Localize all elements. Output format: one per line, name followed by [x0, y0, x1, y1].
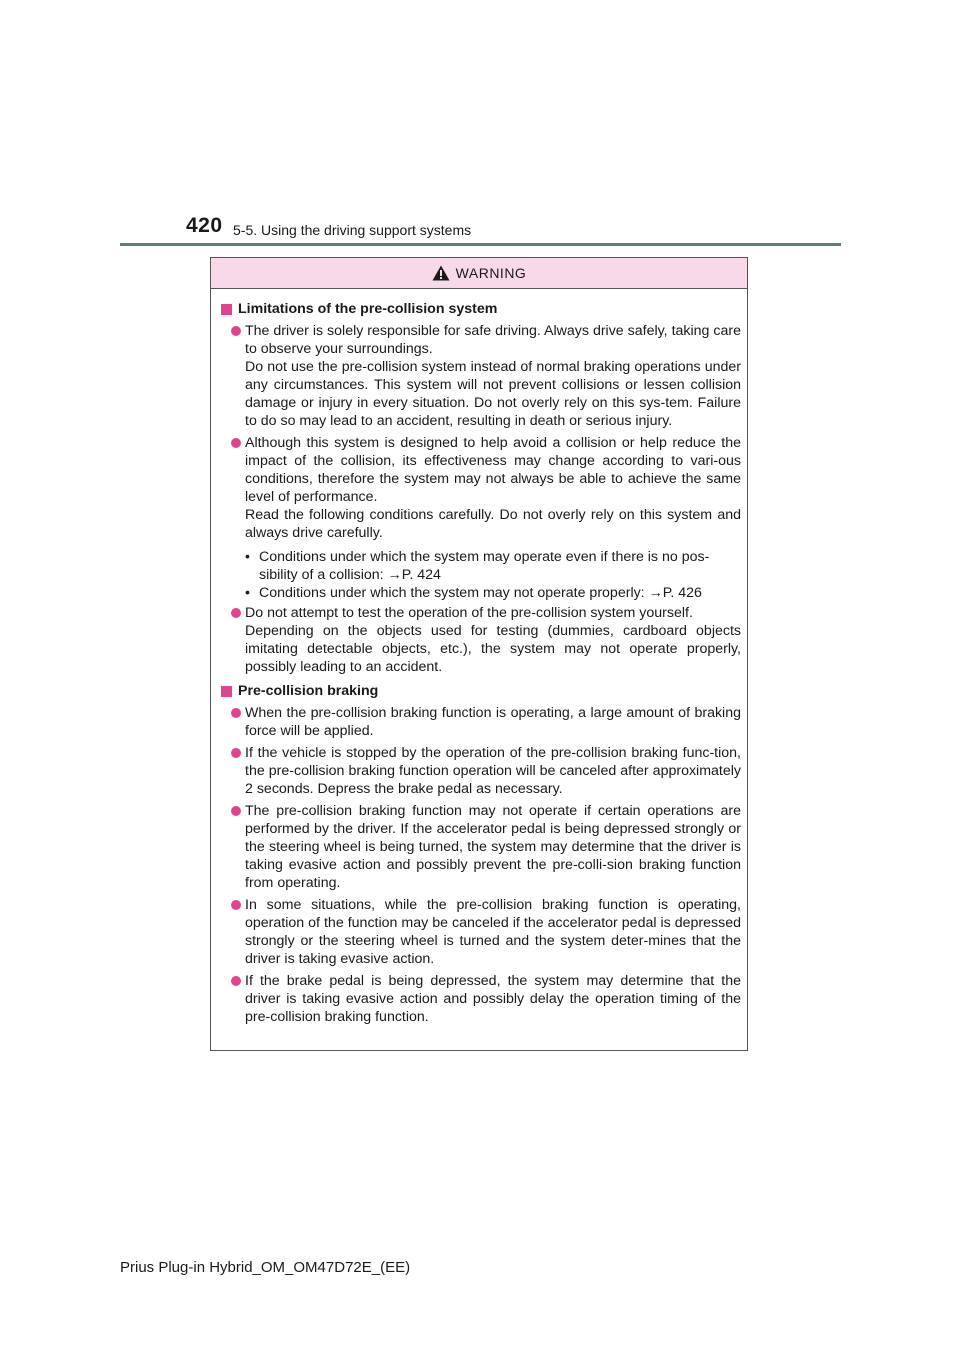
circle-bullet-icon	[231, 806, 241, 816]
warning-triangle-icon	[432, 265, 450, 281]
paragraph: In some situations, while the pre-collision braking function is operating, operation of the function may be canceled if the accelerator pedal is depressed strongly or the steering wheel is turned and the system deter-mines that the driver is taking evasive action.	[245, 897, 741, 967]
circle-bullet-icon	[231, 608, 241, 618]
circle-bullet-icon	[231, 900, 241, 910]
section-heading-text: Limitations of the pre-collision system	[238, 301, 498, 317]
sub-list-item	[245, 584, 741, 602]
list-item	[221, 604, 741, 676]
paragraph: If the brake pedal is being depressed, the system may determine that the driver is taking evasive action and possibly delay the operation timing of the pre-collision braking function.	[245, 973, 741, 1025]
paragraph: If the vehicle is stopped by the operation of the pre-collision braking func-tion, the pre-collision braking function operation will be canceled after approximately 2 seconds. Depress the brake pedal as necessary.	[245, 745, 741, 797]
paragraph: Do not use the pre-collision system instead of normal braking operations under any circumstances. This system will not prevent collisions or lessen collision damage or injury in every situation. Do not overly rely on this sys-tem. Failure to do so may lead to an accident, resulting in death or serious injury.	[245, 359, 741, 429]
paragraph: Depending on the objects used for testing (dummies, cardboard objects imitating detectable objects, etc.), the system may not operate properly, possibly leading to an accident.	[245, 623, 741, 675]
small-bullet-icon: •	[245, 585, 250, 601]
circle-bullet-icon	[231, 748, 241, 758]
header-rule	[120, 243, 841, 246]
list-item	[221, 434, 741, 542]
list-item	[221, 744, 741, 798]
circle-bullet-icon	[231, 438, 241, 448]
circle-bullet-icon	[231, 708, 241, 718]
page-number: 420	[186, 214, 223, 237]
section-heading	[221, 682, 741, 700]
section-heading-text: Pre-collision braking	[238, 683, 379, 699]
small-bullet-icon: •	[245, 549, 250, 565]
warning-header	[211, 258, 747, 289]
sub-list-item	[245, 548, 741, 584]
sub-list	[221, 548, 741, 602]
list-item	[221, 896, 741, 968]
list-item	[221, 704, 741, 740]
paragraph: The pre-collision braking function may not operate if certain operations are performed by the driver. If the accelerator pedal is being depressed strongly or the steering wheel is being turned, the system may determine that the driver is taking evasive action and possibly prevent the pre-colli-sion braking function from operating.	[245, 803, 741, 891]
paragraph: Read the following conditions carefully. Do not overly rely on this system and always drive carefully.	[245, 507, 741, 541]
square-bullet-icon	[221, 304, 232, 315]
paragraph: Do not attempt to test the operation of the pre-collision system yourself.	[245, 605, 693, 621]
section-heading	[221, 300, 741, 318]
list-item	[221, 972, 741, 1026]
sub-list-item-text: Conditions under which the system may not operate properly: →P. 426	[259, 585, 702, 601]
sub-list-item-text: Conditions under which the system may operate even if there is no pos-sibility of a collision: →P. 424	[259, 549, 710, 583]
paragraph: Although this system is designed to help avoid a collision or help reduce the impact of the collision, its effectiveness may change according to vari-ous conditions, therefore the system may not always be able to achieve the same level of performance.	[245, 435, 741, 505]
section-title: 5-5. Using the driving support systems	[233, 222, 472, 238]
warning-title: WARNING	[455, 265, 527, 281]
circle-bullet-icon	[231, 326, 241, 336]
circle-bullet-icon	[231, 976, 241, 986]
footer-document-id: Prius Plug-in Hybrid_OM_OM47D72E_(EE)	[120, 1259, 411, 1276]
warning-body	[211, 289, 747, 1026]
paragraph: When the pre-collision braking function is operating, a large amount of braking force will be applied.	[245, 705, 741, 739]
paragraph: The driver is solely responsible for safe driving. Always drive safely, taking care to observe your surroundings.	[245, 323, 741, 357]
list-item	[221, 802, 741, 892]
warning-box	[210, 257, 748, 1051]
square-bullet-icon	[221, 686, 232, 697]
list-item	[221, 322, 741, 430]
